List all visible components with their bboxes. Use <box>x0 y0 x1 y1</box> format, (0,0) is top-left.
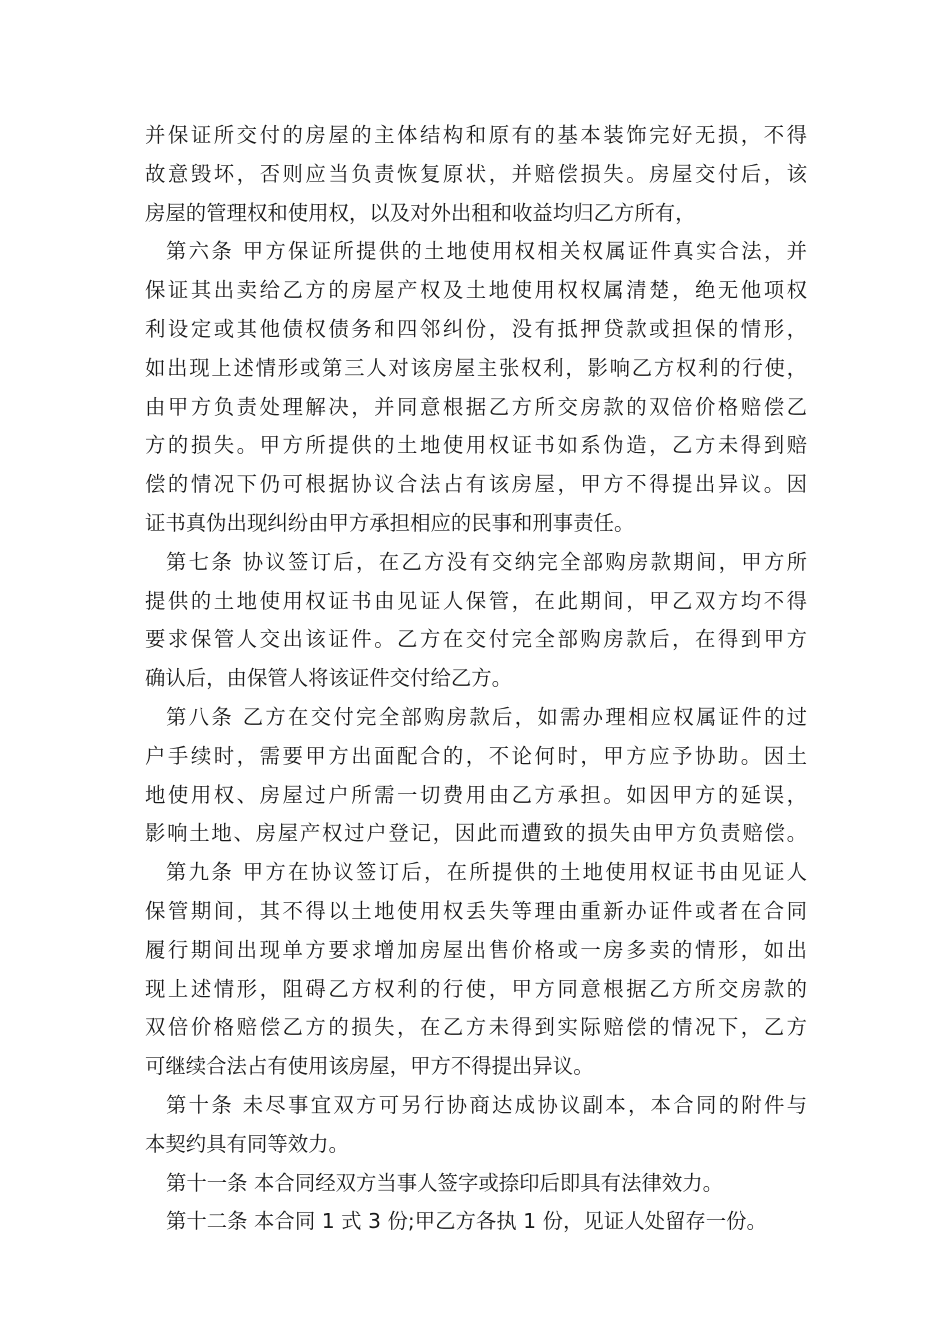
text-line: 证书真伪出现纠纷由甲方承担相应的民事和刑事责任。 <box>145 510 635 535</box>
clause-11: 第十一条 本合同经双方当事人签字或捺印后即具有法律效力。 <box>166 1170 724 1195</box>
clause-6-start: 第六条 甲方保证所提供的土地使用权相关权属证件真实合法，并 <box>166 239 807 264</box>
text-line: 本契约具有同等效力。 <box>145 1131 349 1156</box>
text-line: 履行期间出现单方要求增加房屋出售价格或一房多卖的情形，如出 <box>145 937 807 962</box>
clause-9-start: 第九条 甲方在协议签订后，在所提供的土地使用权证书由见证人 <box>166 860 807 885</box>
text-line: 并保证所交付的房屋的主体结构和原有的基本装饰完好无损，不得 <box>145 123 807 147</box>
clause-12: 第十二条 本合同 1 式 3 份;甲乙方各执 1 份，见证人处留存一份。 <box>166 1209 767 1234</box>
text-line: 要求保管人交出该证件。乙方在交付完全部购房款后，在得到甲方 <box>145 627 807 652</box>
text-line: 故意毁坏，否则应当负责恢复原状，并赔偿损失。房屋交付后，该 <box>145 161 807 186</box>
clause-8-start: 第八条 乙方在交付完全部购房款后，如需办理相应权属证件的过 <box>166 704 807 729</box>
text-line: 地使用权、房屋过户所需一切费用由乙方承担。如因甲方的延误， <box>145 782 807 807</box>
text-line: 保证其出卖给乙方的房屋产权及土地使用权权属清楚，绝无他项权 <box>145 278 807 303</box>
text-line: 提供的土地使用权证书由见证人保管，在此期间，甲乙双方均不得 <box>145 588 807 613</box>
text-line: 影响土地、房屋产权过户登记，因此而遭致的损失由甲方负责赔偿。 <box>145 821 807 846</box>
text-line: 保管期间，其不得以土地使用权丢失等理由重新办证件或者在合同 <box>145 898 807 923</box>
text-line: 偿的情况下仍可根据协议合法占有该房屋，甲方不得提出异议。因 <box>145 472 807 497</box>
text-line: 利设定或其他债权债务和四邻纠份，没有抵押贷款或担保的情形， <box>145 316 807 341</box>
text-line: 现上述情形，阻碍乙方权利的行使，甲方同意根据乙方所交房款的 <box>145 976 807 1001</box>
text-line: 确认后，由保管人将该证件交付给乙方。 <box>145 666 513 691</box>
text-line: 如出现上述情形或第三人对该房屋主张权利，影响乙方权利的行使， <box>145 355 807 380</box>
contract-body <box>145 116 807 1241</box>
text-line: 方的损失。甲方所提供的土地使用权证书如系伪造，乙方未得到赔 <box>145 433 807 458</box>
text-line: 双倍价格赔偿乙方的损失，在乙方未得到实际赔偿的情况下，乙方 <box>145 1015 807 1040</box>
text-line: 房屋的管理权和使用权，以及对外出租和收益均归乙方所有， <box>145 200 696 225</box>
text-line: 可继续合法占有使用该房屋，甲方不得提出异议。 <box>145 1054 594 1079</box>
text-line: 户手续时，需要甲方出面配合的，不论何时，甲方应予协助。因土 <box>145 743 807 768</box>
clause-10-start: 第十条 未尽事宜双方可另行协商达成协议副本，本合同的附件与 <box>166 1092 807 1117</box>
clause-7-start: 第七条 协议签订后，在乙方没有交纳完全部购房款期间，甲方所 <box>166 549 807 574</box>
text-line: 由甲方负责处理解决，并同意根据乙方所交房款的双倍价格赔偿乙 <box>145 394 807 419</box>
